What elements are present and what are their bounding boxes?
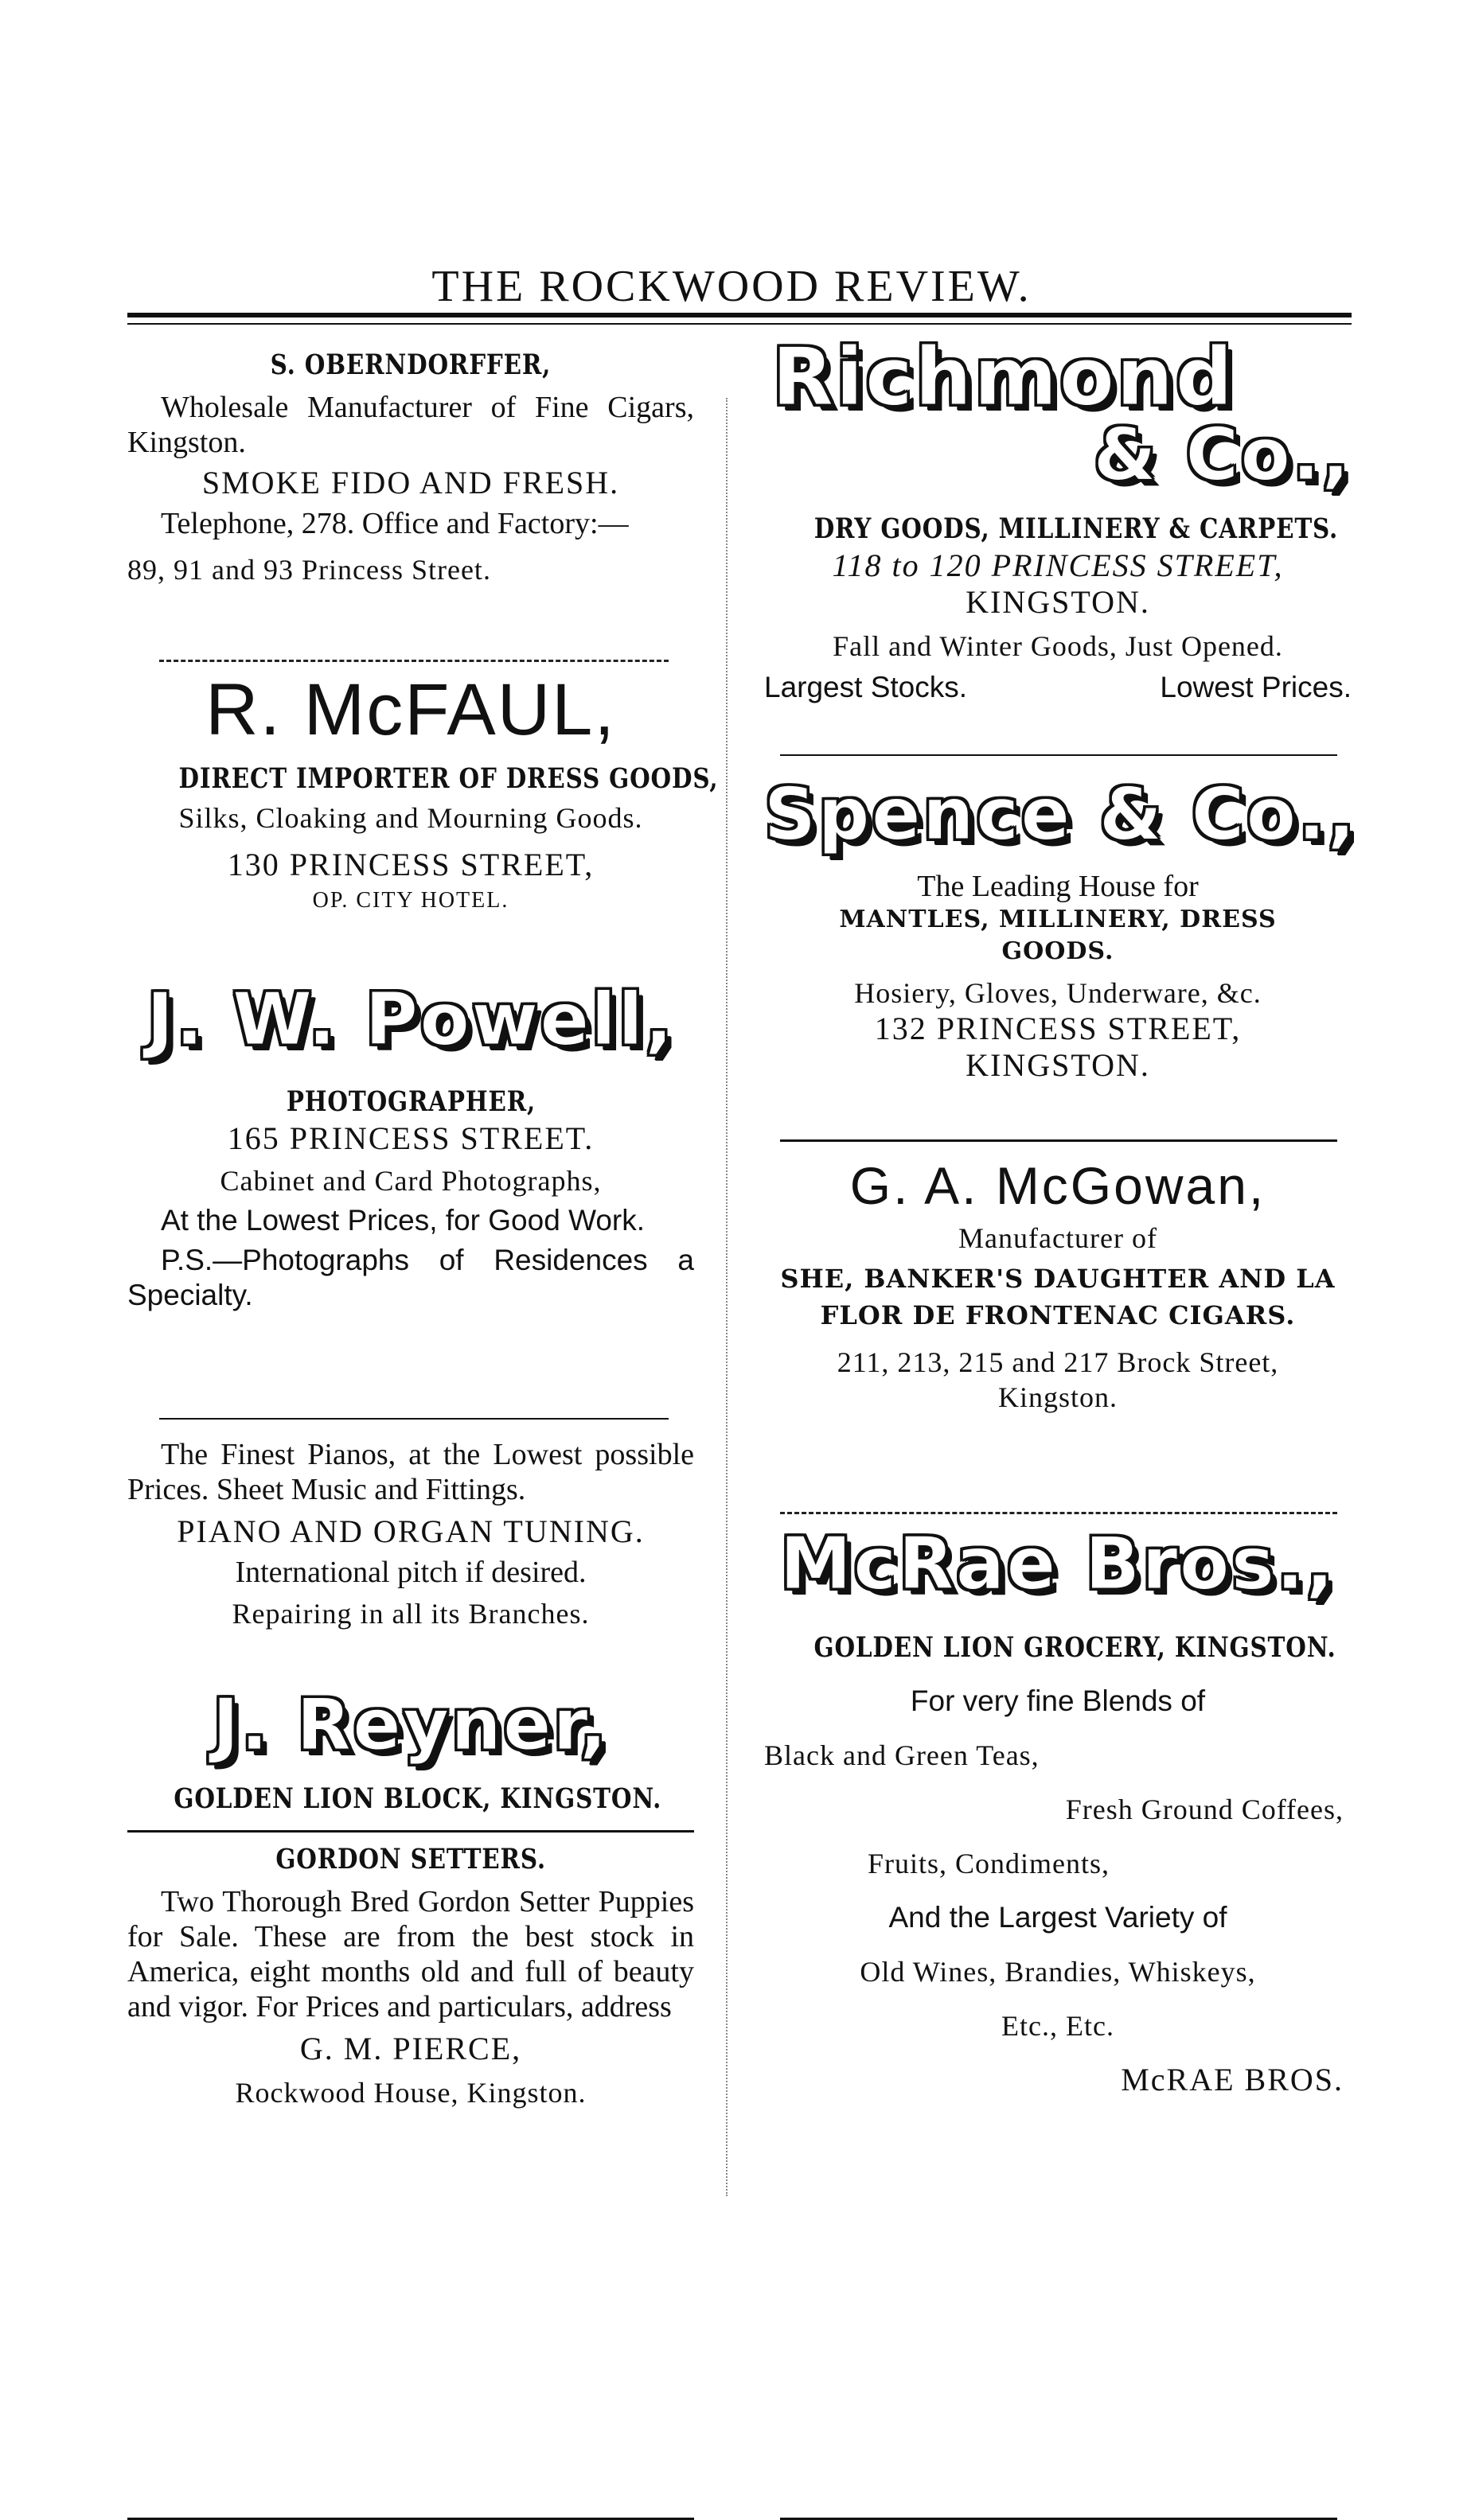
ad-slogan: SMOKE FIDO AND FRESH.	[201, 465, 620, 500]
ad-line: GOLDEN LION BLOCK, KINGSTON.	[174, 1782, 662, 1815]
ad-pianos	[127, 1437, 694, 1631]
advertiser-name: McRae Bros.,	[779, 1522, 1336, 1606]
ad-signature: McRAE BROS.	[1121, 2062, 1344, 2097]
divider	[780, 1139, 1337, 1142]
divider	[127, 1830, 694, 1833]
ad-mcrae	[764, 1523, 1352, 2104]
ad-line: And the Largest Variety of	[888, 1901, 1227, 1934]
ad-line: G. M. PIERCE,	[299, 2031, 522, 2066]
ad-line: DIRECT IMPORTER OF DRESS GOODS,	[178, 762, 719, 795]
ad-line: Black and Green Teas,	[764, 1739, 1040, 1771]
ad-line: Silks, Cloaking and Mourning Goods.	[178, 802, 643, 834]
ad-text	[127, 506, 694, 541]
ad-address: Rockwood House, Kingston.	[235, 2077, 587, 2109]
ad-mcgowan	[764, 1155, 1352, 1415]
ad-text	[127, 1884, 694, 2024]
column-divider	[726, 398, 728, 2196]
advertiser-name: G. A. McGowan,	[849, 1156, 1266, 1215]
ad-address: 165 PRINCESS STREET.	[227, 1120, 595, 1156]
advertiser-name: Richmond	[772, 330, 1235, 423]
ad-reyner	[127, 1684, 694, 1817]
ad-gordon-setters	[127, 1841, 694, 2110]
ad-line: GOLDEN LION GROCERY, KINGSTON.	[813, 1631, 1336, 1664]
ad-line: Etc., Etc.	[1001, 2010, 1114, 2042]
ad-line: P.S.—Photographs of Residences a Specialty.	[127, 1244, 694, 1311]
header-rule-thick	[127, 313, 1352, 317]
ad-line: OP. CITY HOTEL.	[312, 888, 509, 913]
ad-line: KINGSTON.	[966, 584, 1150, 620]
divider	[159, 660, 669, 662]
ad-line: MANTLES, MILLINERY, DRESS GOODS.	[839, 906, 1277, 965]
ad-text	[127, 1243, 694, 1313]
advertiser-name: Spence & Co.,	[764, 773, 1358, 856]
ad-line: Largest Stocks.	[764, 671, 968, 703]
ad-line: The Leading House for	[917, 870, 1199, 903]
ad-address: 211, 213, 215 and 217 Brock Street,	[837, 1346, 1279, 1378]
page-title: THE ROCKWOOD REVIEW.	[431, 262, 1032, 311]
ad-mcfaul	[127, 669, 719, 913]
ad-address: 130 PRINCESS STREET,	[227, 847, 595, 882]
advertiser-name-suffix: & Co.,	[1093, 413, 1352, 497]
ad-line: Old Wines, Brandies, Whiskeys,	[860, 1956, 1256, 1988]
ad-line: Wholesale Manufacturer of Fine Cigars, Kingston.	[127, 391, 694, 459]
divider	[159, 1418, 669, 1420]
ad-text	[764, 670, 1352, 705]
ad-line: Hosiery, Gloves, Underware, &c.	[854, 977, 1262, 1009]
ad-line: DRY GOODS, MILLINERY & CARPETS.	[813, 512, 1339, 545]
ad-line: At the Lowest Prices, for Good Work.	[161, 1204, 646, 1237]
ad-text	[127, 1437, 694, 1507]
ad-line: For very fine Blends of	[910, 1685, 1206, 1717]
advertiser-name: S. OBERNDORFFER,	[270, 349, 552, 381]
ad-line: Kingston.	[997, 1381, 1118, 1413]
ad-address: 132 PRINCESS STREET,	[874, 1011, 1242, 1046]
ad-line: Telephone, 278. Office and Factory:—	[161, 507, 629, 540]
advertiser-name: J. W. Powell,	[146, 978, 675, 1061]
divider	[780, 754, 1337, 756]
divider	[780, 1512, 1337, 1514]
ad-line: Lowest Prices.	[1160, 671, 1352, 703]
advertiser-name: R. McFAUL,	[205, 669, 616, 750]
ad-line: KINGSTON.	[966, 1047, 1150, 1083]
ad-line: Fruits, Condiments,	[868, 1848, 1110, 1879]
ad-line: PHOTOGRAPHER,	[286, 1085, 536, 1118]
ad-line: PIANO AND ORGAN TUNING.	[177, 1513, 645, 1549]
ad-oberndorffer	[127, 347, 694, 587]
header-rule-thin	[127, 323, 1352, 325]
ad-line: SHE, BANKER'S DAUGHTER AND LA FLOR DE FRONTENAC CIGARS.	[780, 1264, 1336, 1330]
ad-richmond	[764, 330, 1352, 705]
ad-line: Two Thorough Bred Gordon Setter Puppies for Sale. These are from the best stock in America, eight months old and full of beauty and vigor. For Prices and particulars, address	[127, 1885, 694, 2023]
ad-line: Manufacturer of	[958, 1222, 1157, 1254]
ad-line: Fall and Winter Goods, Just Opened.	[833, 630, 1283, 662]
advertiser-name: J. Reyner,	[213, 1684, 609, 1766]
ad-text	[127, 390, 694, 460]
ad-address: 89, 91 and 93 Princess Street.	[127, 554, 491, 586]
ad-heading: GORDON SETTERS.	[275, 1843, 546, 1875]
ad-line: International pitch if desired.	[235, 1556, 587, 1589]
ad-line: Cabinet and Card Photographs,	[220, 1165, 602, 1197]
ad-line: Repairing in all its Branches.	[232, 1598, 590, 1630]
ad-text	[127, 1203, 694, 1238]
ad-line: Fresh Ground Coffees,	[1065, 1794, 1344, 1825]
ad-powell	[127, 979, 694, 1313]
ad-spence	[764, 773, 1358, 1084]
ad-line: The Finest Pianos, at the Lowest possible Prices. Sheet Music and Fittings.	[127, 1438, 694, 1506]
ad-address: 118 to 120 PRINCESS STREET,	[832, 547, 1284, 583]
